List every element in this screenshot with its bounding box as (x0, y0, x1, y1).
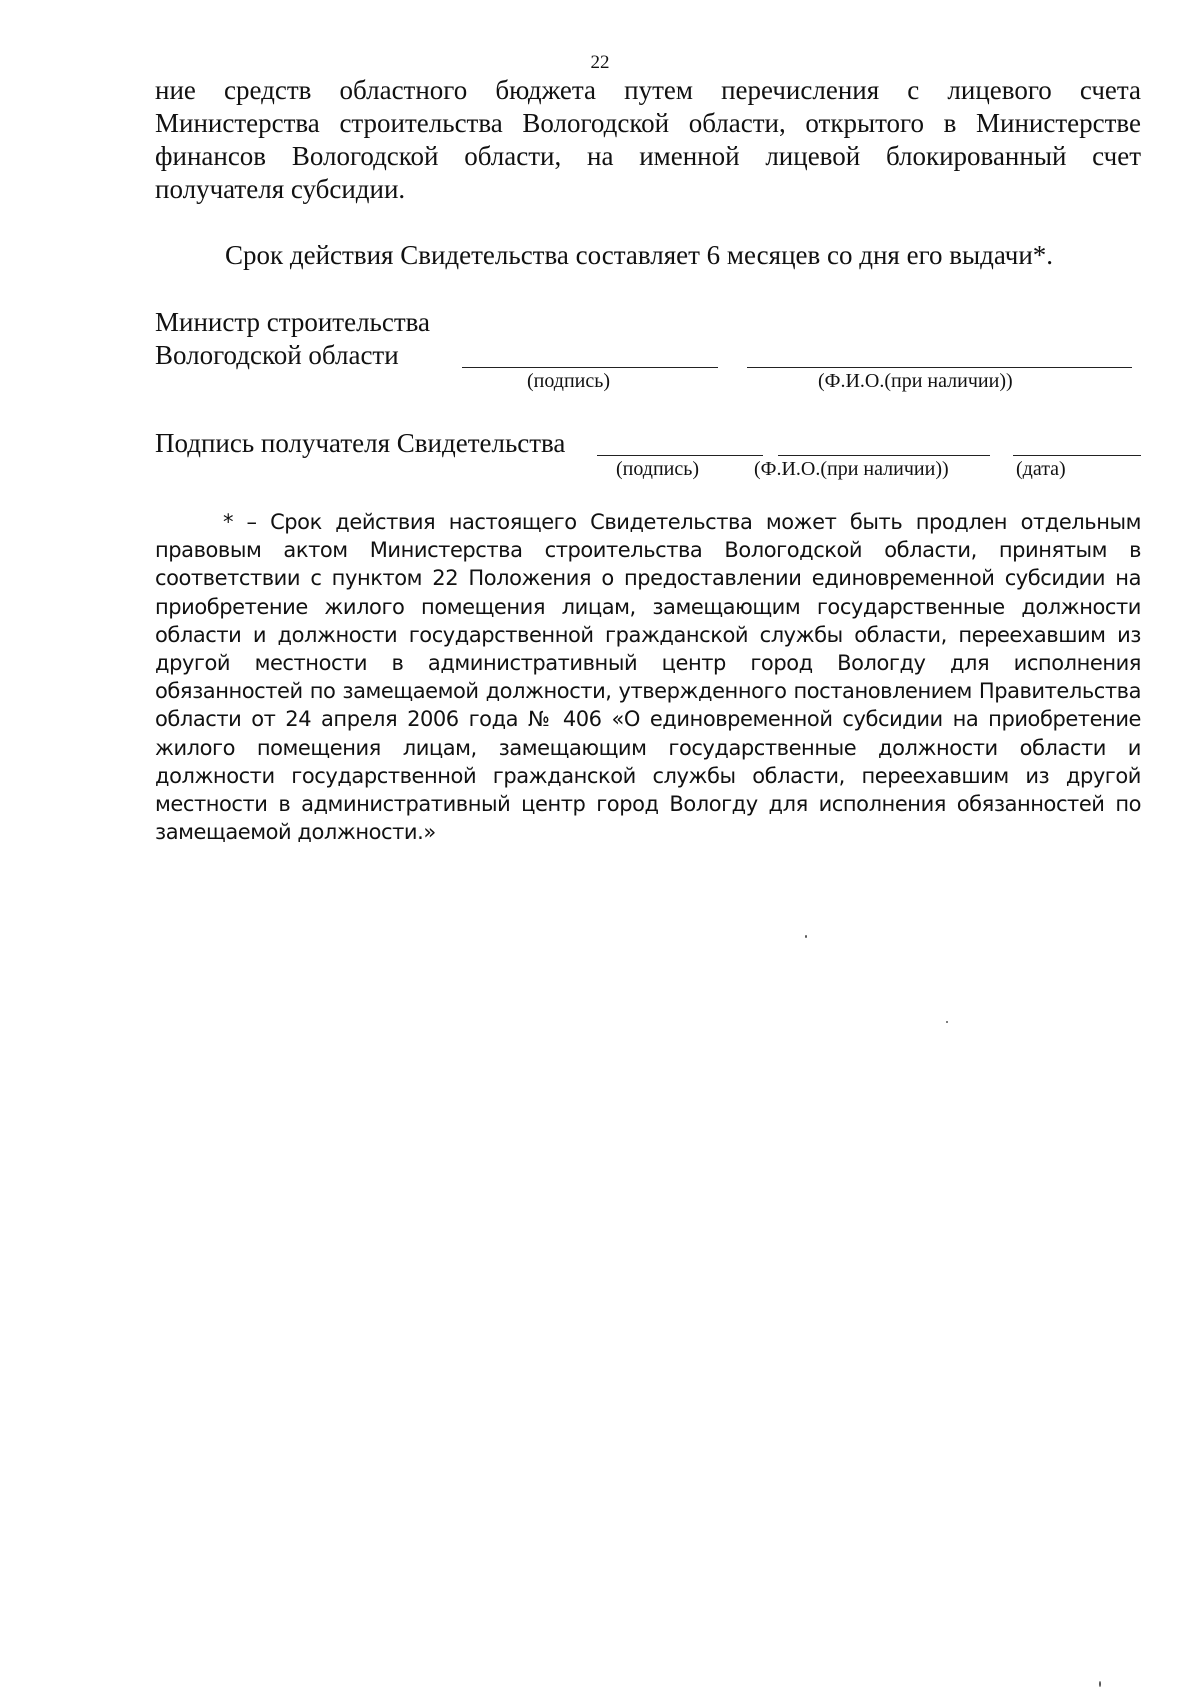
recipient-name-caption: (Ф.И.О.(при наличии)) (754, 458, 949, 480)
recipient-signature-caption: (подпись) (616, 458, 700, 480)
scan-speck (946, 1021, 948, 1023)
minister-signature-caption: (подпись) (527, 370, 611, 392)
paragraph-continuation: ние средств областного бюджета путем перечисления с лицевого счета Министерства строительства Вологодской области, открытого в Министерстве финансов Вологодской области, на именной лицевой блокированный счет получателя субсидии. (155, 75, 1141, 204)
minister-signature-line (462, 367, 718, 368)
minister-title-line2: Вологодской области (155, 340, 399, 370)
page-number: 22 (590, 52, 610, 73)
recipient-signature-line (597, 455, 763, 456)
minister-name-line (747, 367, 1132, 368)
minister-name-caption: (Ф.И.О.(при наличии)) (818, 370, 1013, 392)
footnote-text: * – Срок действия настоящего Свидетельства может быть продлен отдельным правовым актом Министерства строительства Вологодской области, принятым в соответствии с пунктом 22 Положения о предоставлении единовременной субсидии на приобретение жилого помещения лицам, замещающим государственные должности области и должности государственной гражданской службы области, переехавшим из другой местности в административный центр город Вологду для исполнения обязанностей по замещаемой должности, утвержденного постановлением Правительства области от 24 апреля 2006 года № 406 «О единовременной субсидии на приобретение жилого помещения лицам, замещающим государственные должности области и должности государственной гражданской службы области, переехавшим из другой местности в административный центр город Вологду для исполнения обязанностей по замещаемой должности.» (155, 510, 1141, 845)
scan-speck (1099, 1681, 1101, 1687)
recipient-name-line (778, 455, 990, 456)
minister-title (155, 306, 430, 372)
validity-term-text: Срок действия Свидетельства составляет 6 месяцев со дня его выдачи*. (225, 240, 1054, 270)
recipient-signature-label: Подпись получателя Свидетельства (155, 428, 566, 458)
recipient-date-caption: (дата) (1016, 458, 1066, 480)
scan-speck (805, 935, 807, 938)
minister-title-line1: Министр строительства (155, 307, 431, 337)
recipient-date-line (1013, 455, 1141, 456)
